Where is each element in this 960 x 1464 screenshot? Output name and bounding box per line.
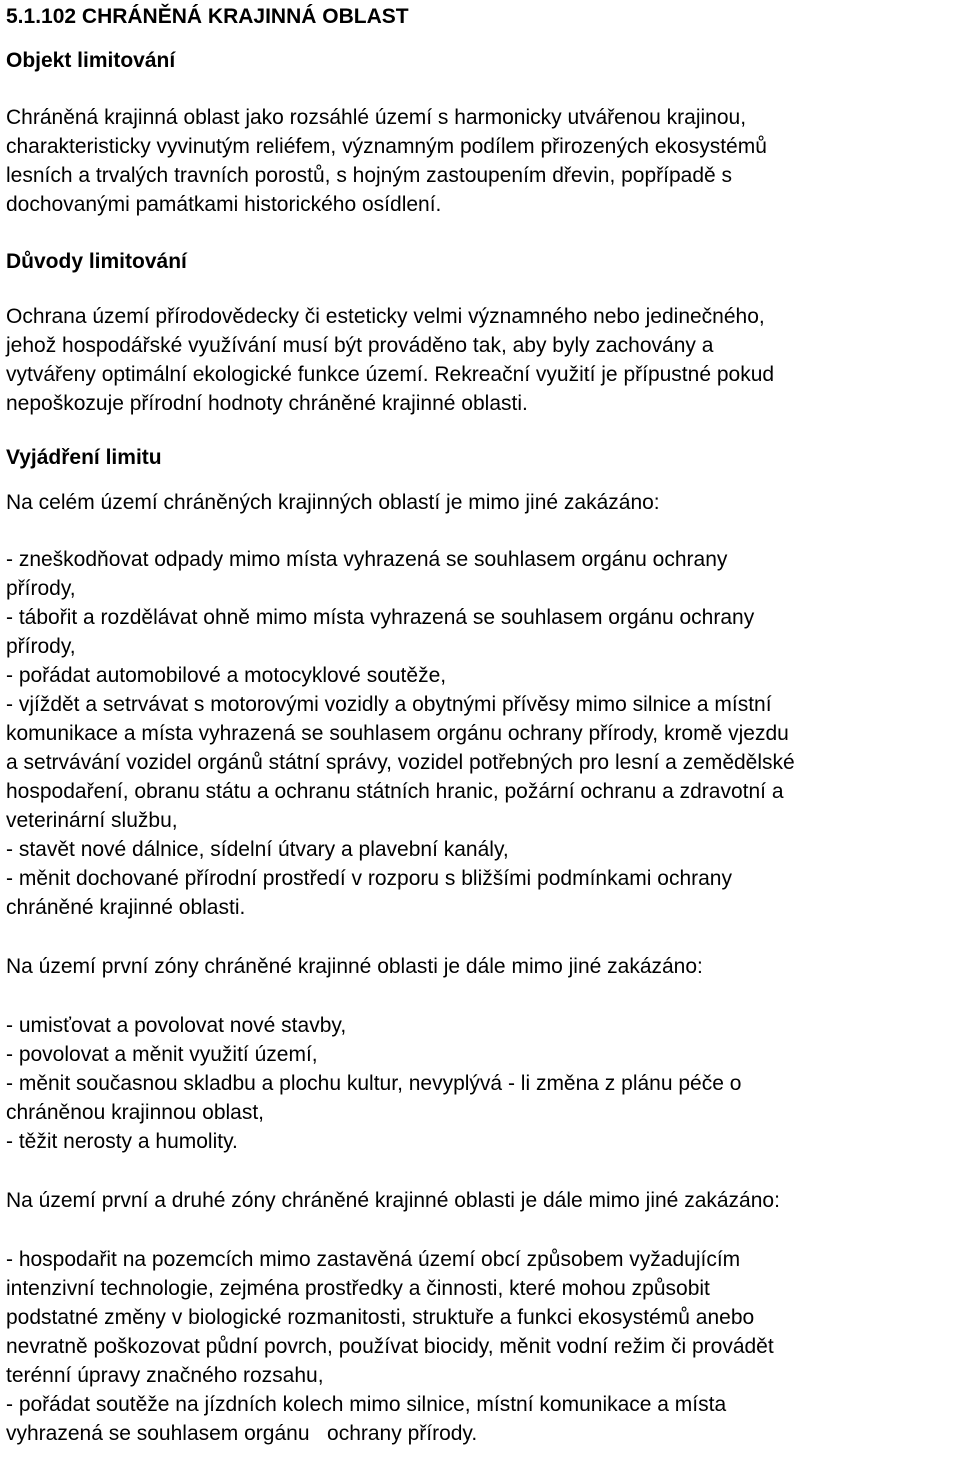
section-title: 5.1.102 CHRÁNĚNÁ KRAJINNÁ OBLAST (6, 5, 409, 28)
paragraph-line: dochovanými památkami historického osídlení. (6, 193, 442, 216)
list-item: a setrvávání vozidel orgánů státní správy, vozidel potřebných pro lesní a zemědělské (6, 751, 795, 774)
list-item: - měnit současnou skladbu a plochu kultur, nevyplývá - li změna z plánu péče o (6, 1072, 742, 1095)
heading-reasons: Důvody limitování (6, 250, 187, 273)
list-item: podstatné změny v biologické rozmanitosti, struktuře a funkci ekosystémů anebo (6, 1306, 755, 1329)
paragraph-line: vytvářeny optimální ekologické funkce území. Rekreační využití je přípustné pokud (6, 363, 775, 386)
list-item: přírody, (6, 577, 76, 600)
list-item: nevratně poškozovat půdní povrch, používat biocidy, měnit vodní režim či provádět (6, 1335, 774, 1358)
paragraph-line: Ochrana území přírodovědecky či esteticky velmi významného nebo jedinečného, (6, 305, 765, 328)
intro-zone-one-two: Na území první a druhé zóny chráněné krajinné oblasti je dále mimo jiné zakázáno: (6, 1189, 780, 1212)
list-item: chráněné krajinné oblasti. (6, 896, 246, 919)
list-item: veterinární službu, (6, 809, 178, 832)
reasons-paragraph (6, 302, 958, 418)
list-item: - umisťovat a povolovat nové stavby, (6, 1014, 347, 1037)
heading-expression: Vyjádření limitu (6, 446, 162, 469)
list-item: - stavět nové dálnice, sídelní útvary a plavební kanály, (6, 838, 509, 861)
list-item: intenzivní technologie, zejména prostředky a činnosti, které mohou způsobit (6, 1277, 710, 1300)
list-item: hospodaření, obranu státu a ochranu státních hranic, požární ochranu a zdravotní a (6, 780, 784, 803)
list-item: - těžit nerosty a humolity. (6, 1130, 238, 1153)
list-item: - pořádat automobilové a motocyklové soutěže, (6, 664, 447, 687)
intro-zone-one: Na území první zóny chráněné krajinné oblasti je dále mimo jiné zakázáno: (6, 955, 703, 978)
paragraph-line: Chráněná krajinná oblast jako rozsáhlé území s harmonicky utvářenou krajinou, (6, 106, 747, 129)
list-item: vyhrazená se souhlasem orgánu ochrany přírody. (6, 1422, 478, 1445)
heading-object: Objekt limitování (6, 49, 176, 72)
list-item: - hospodařit na pozemcích mimo zastavěná území obcí způsobem vyžadujícím (6, 1248, 741, 1271)
list-item: - zneškodňovat odpady mimo místa vyhrazená se souhlasem orgánu ochrany (6, 548, 728, 571)
object-paragraph (6, 103, 958, 219)
list-item: terénní úpravy značného rozsahu, (6, 1364, 324, 1387)
list-zone-one-two (6, 1245, 958, 1448)
list-all-areas (6, 545, 958, 922)
paragraph-line: jehož hospodářské využívání musí být prováděno tak, aby byly zachovány a (6, 334, 714, 357)
list-zone-one (6, 1011, 958, 1156)
list-item: - vjíždět a setrvávat s motorovými vozidly a obytnými přívěsy mimo silnice a místní (6, 693, 772, 716)
list-item: - tábořit a rozdělávat ohně mimo místa vyhrazená se souhlasem orgánu ochrany (6, 606, 755, 629)
list-item: komunikace a místa vyhrazená se souhlasem orgánu ochrany přírody, kromě vjezdu (6, 722, 789, 745)
paragraph-line: nepoškozuje přírodní hodnoty chráněné krajinné oblasti. (6, 392, 528, 415)
document-page (6, 0, 958, 1448)
list-item: - povolovat a měnit využití území, (6, 1043, 318, 1066)
list-item: - pořádat soutěže na jízdních kolech mimo silnice, místní komunikace a místa (6, 1393, 727, 1416)
list-item: přírody, (6, 635, 76, 658)
paragraph-line: charakteristicky vyvinutým reliéfem, významným podílem přirozených ekosystémů (6, 135, 767, 158)
paragraph-line: lesních a trvalých travních porostů, s hojným zastoupením dřevin, popřípadě s (6, 164, 733, 187)
intro-all-areas: Na celém území chráněných krajinných oblastí je mimo jiné zakázáno: (6, 491, 660, 514)
list-item: - měnit dochované přírodní prostředí v rozporu s bližšími podmínkami ochrany (6, 867, 732, 890)
list-item: chráněnou krajinnou oblast, (6, 1101, 265, 1124)
